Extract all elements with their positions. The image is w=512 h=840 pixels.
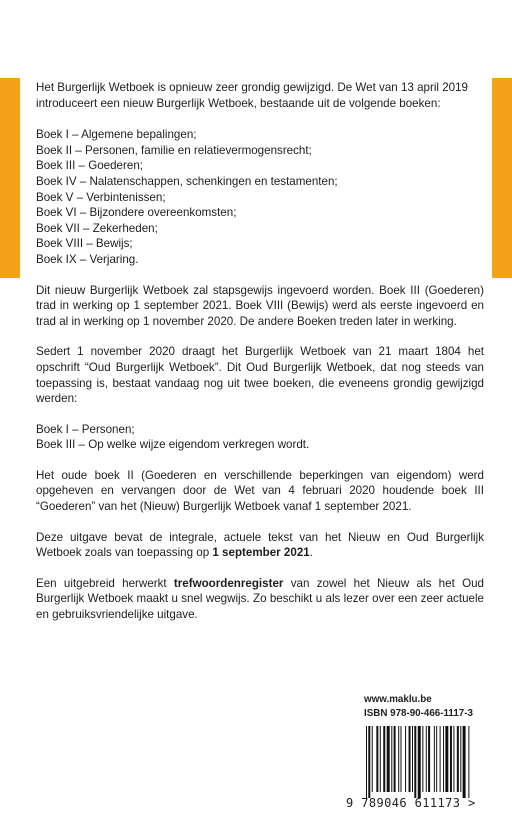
back-cover-text: [36, 80, 484, 638]
barcode-bar: [450, 726, 452, 792]
register-paragraph: [36, 576, 484, 623]
barcode-bar: [380, 726, 381, 792]
new-books-list: [36, 127, 484, 267]
book-two-paragraph: Het oude boek II (Goederen en verschillende beperkingen van eigendom) werd opgeheven en vervangen door de Wet van 4 februari 2020 houdende boek III “Goederen” van het (Nieuw) Burgerlijk Wetboek vanaf 1 september 2021.: [36, 468, 484, 514]
barcode-bar: [394, 726, 396, 792]
register-text-before: Een uitgebreid herwerkt: [36, 576, 174, 590]
barcode-bar: [434, 726, 435, 792]
barcode-bar: [426, 726, 427, 792]
book-item: Boek IX – Verjaring.: [36, 252, 139, 266]
book-item: Boek V – Verbintenissen;: [36, 190, 166, 204]
barcode-digits: 9 789046 611173 >: [346, 796, 476, 810]
intro-paragraph: Het Burgerlijk Wetboek is opnieuw zeer grondig gewijzigd. De Wet van 13 april 2019 introduceert een nieuw Burgerlijk Wetboek, bestaande uit de volgende boeken:: [36, 81, 468, 110]
accent-stripe-left: [0, 78, 20, 278]
old-books-list: [36, 422, 484, 453]
barcode-bar: [436, 726, 437, 792]
old-code-paragraph: Sedert 1 november 2020 draagt het Burgerlijk Wetboek van 21 maart 1804 het opschrift “Oud Burgerlijk Wetboek”. Dit Oud Burgerlijk Wetboek, dat nog steeds van toepassing is, bestaat vandaag nog uit twee boeken, die eveneens grondig gewijzigd werden:: [36, 345, 484, 406]
book-item: Boek II – Personen, familie en relatievermogensrecht;: [36, 143, 312, 157]
barcode-bars: [360, 726, 490, 798]
register-text-after: van zowel het Nieuw als het Oud Burgerlijk Wetboek maakt u snel wegwijs. Zo beschikt u als lezer over een zeer actuele en gebruiksvriendelijke uitgave.: [36, 576, 484, 622]
implementation-paragraph: Dit nieuw Burgerlijk Wetboek zal stapsgewijs ingevoerd worden. Boek III (Goederen) trad in werking op 1 september 2021. Boek VIII (Bewijs) werd als eerste ingevoerd en trad al in werking op 1 november 2020. De andere Boeken treden later in werking.: [36, 283, 484, 328]
barcode-bar: [398, 726, 399, 792]
barcode-bar: [422, 726, 423, 792]
book-item: Boek VIII – Bewijs;: [36, 237, 133, 251]
barcode-bar: [409, 726, 411, 792]
barcode-bar: [463, 726, 466, 798]
barcode-bar: [405, 726, 406, 792]
book-item: Boek IV – Nalatenschappen, schenkingen en testamenten;: [36, 174, 338, 188]
old-book-item: Boek III – Op welke wijze eigendom verkregen wordt.: [36, 438, 310, 452]
barcode-bar: [383, 726, 385, 792]
barcode-bar: [460, 726, 461, 792]
publisher-url: www.maklu.be: [364, 694, 432, 705]
barcode-bar: [440, 726, 441, 792]
publisher-info: [364, 693, 473, 721]
barcode-bar: [453, 726, 454, 792]
barcode-bar: [468, 726, 469, 798]
register-keyword: trefwoordenregister: [173, 576, 284, 590]
barcode-bar: [387, 726, 390, 792]
edition-end: .: [309, 546, 313, 560]
edition-paragraph: [36, 530, 484, 561]
barcode-bar: [412, 726, 413, 792]
book-item: Boek I – Algemene bepalingen;: [36, 128, 197, 142]
barcode-bar: [457, 726, 459, 792]
barcode-bar: [414, 726, 416, 798]
edition-text: Deze uitgave bevat de integrale, actuele tekst van het Nieuw en Oud Burgerlijk Wetboek zoals van toepassing op: [36, 530, 484, 560]
barcode-bar: [428, 726, 430, 792]
barcode-bar: [372, 726, 373, 792]
book-item: Boek III – Goederen;: [36, 159, 143, 173]
barcode-bar: [443, 726, 444, 792]
book-item: Boek VI – Bijzondere overeenkomsten;: [36, 206, 237, 220]
barcode-bar: [391, 726, 392, 792]
barcode-bar: [376, 726, 378, 792]
book-item: Boek VII – Zekerheden;: [36, 221, 158, 235]
accent-stripe-right: [492, 78, 512, 278]
barcode-bar: [401, 726, 402, 792]
barcode-bar: [445, 726, 448, 792]
barcode-bar: [368, 726, 370, 798]
edition-date: 1 september 2021: [212, 546, 310, 560]
barcode-bar: [418, 726, 421, 798]
barcode-bar: [366, 726, 367, 798]
isbn-label: ISBN 978-90-466-1117-3: [364, 708, 473, 719]
old-book-item: Boek I – Personen;: [36, 422, 135, 436]
